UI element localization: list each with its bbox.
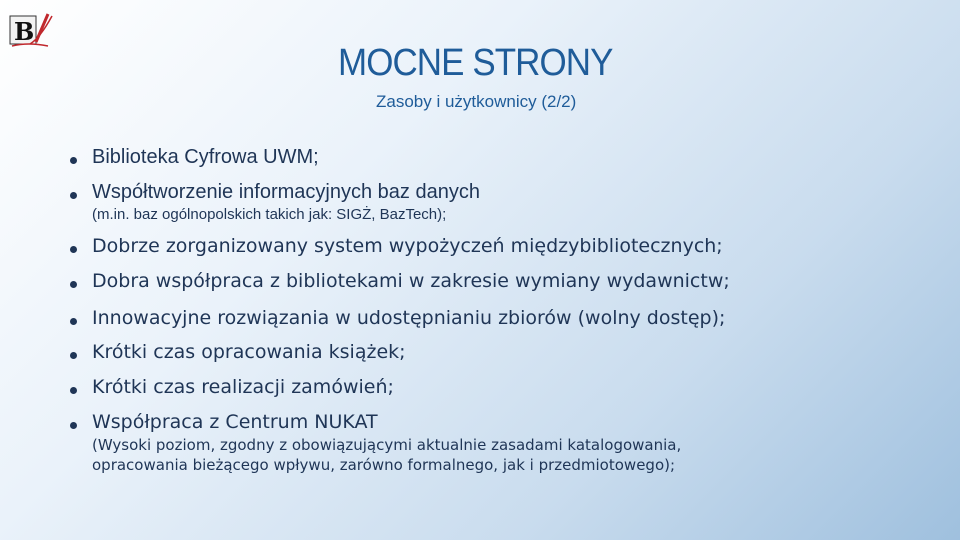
bullet-dot-icon [70, 318, 77, 325]
list-item-note: (m.in. baz ogólnopolskich takich jak: SIGŻ, BazTech); [92, 206, 447, 223]
list-item-text: Innowacyjne rozwiązania w udostępnianiu zbiorów (wolny dostęp); [92, 307, 726, 329]
bullet-dot-icon [70, 387, 77, 394]
list-item-note: opracowania bieżącego wpływu, zarówno formalnego, jak i przedmiotowego); [92, 456, 676, 474]
list-item-text: Dobra współpraca z bibliotekami w zakresie wymiany wydawnictw; [92, 270, 730, 292]
list-item-text: Biblioteka Cyfrowa UWM; [92, 146, 319, 168]
list-item-text: Współtworzenie informacyjnych baz danych [92, 181, 480, 203]
bullet-dot-icon [70, 422, 77, 429]
list-item-text: Krótki czas realizacji zamówień; [92, 376, 394, 398]
bullet-dot-icon [70, 246, 77, 253]
page-subtitle: Zasoby i użytkownicy (2/2) [376, 92, 577, 111]
list-item-note: (Wysoki poziom, zgodny z obowiązującymi aktualnie zasadami katalogowania, [92, 436, 682, 454]
bullet-dot-icon [70, 192, 77, 199]
logo-letter: B [14, 17, 35, 46]
list-item-text: Krótki czas opracowania książek; [92, 341, 406, 363]
library-logo-icon [8, 8, 54, 48]
bullet-dot-icon [70, 352, 77, 359]
page-title: MOCNE STRONY [338, 42, 613, 84]
list-item-text: Współpraca z Centrum NUKAT [92, 411, 378, 433]
bullet-dot-icon [70, 157, 77, 164]
list-item-text: Dobrze zorganizowany system wypożyczeń międzybibliotecznych; [92, 235, 723, 257]
bullet-dot-icon [70, 281, 77, 288]
